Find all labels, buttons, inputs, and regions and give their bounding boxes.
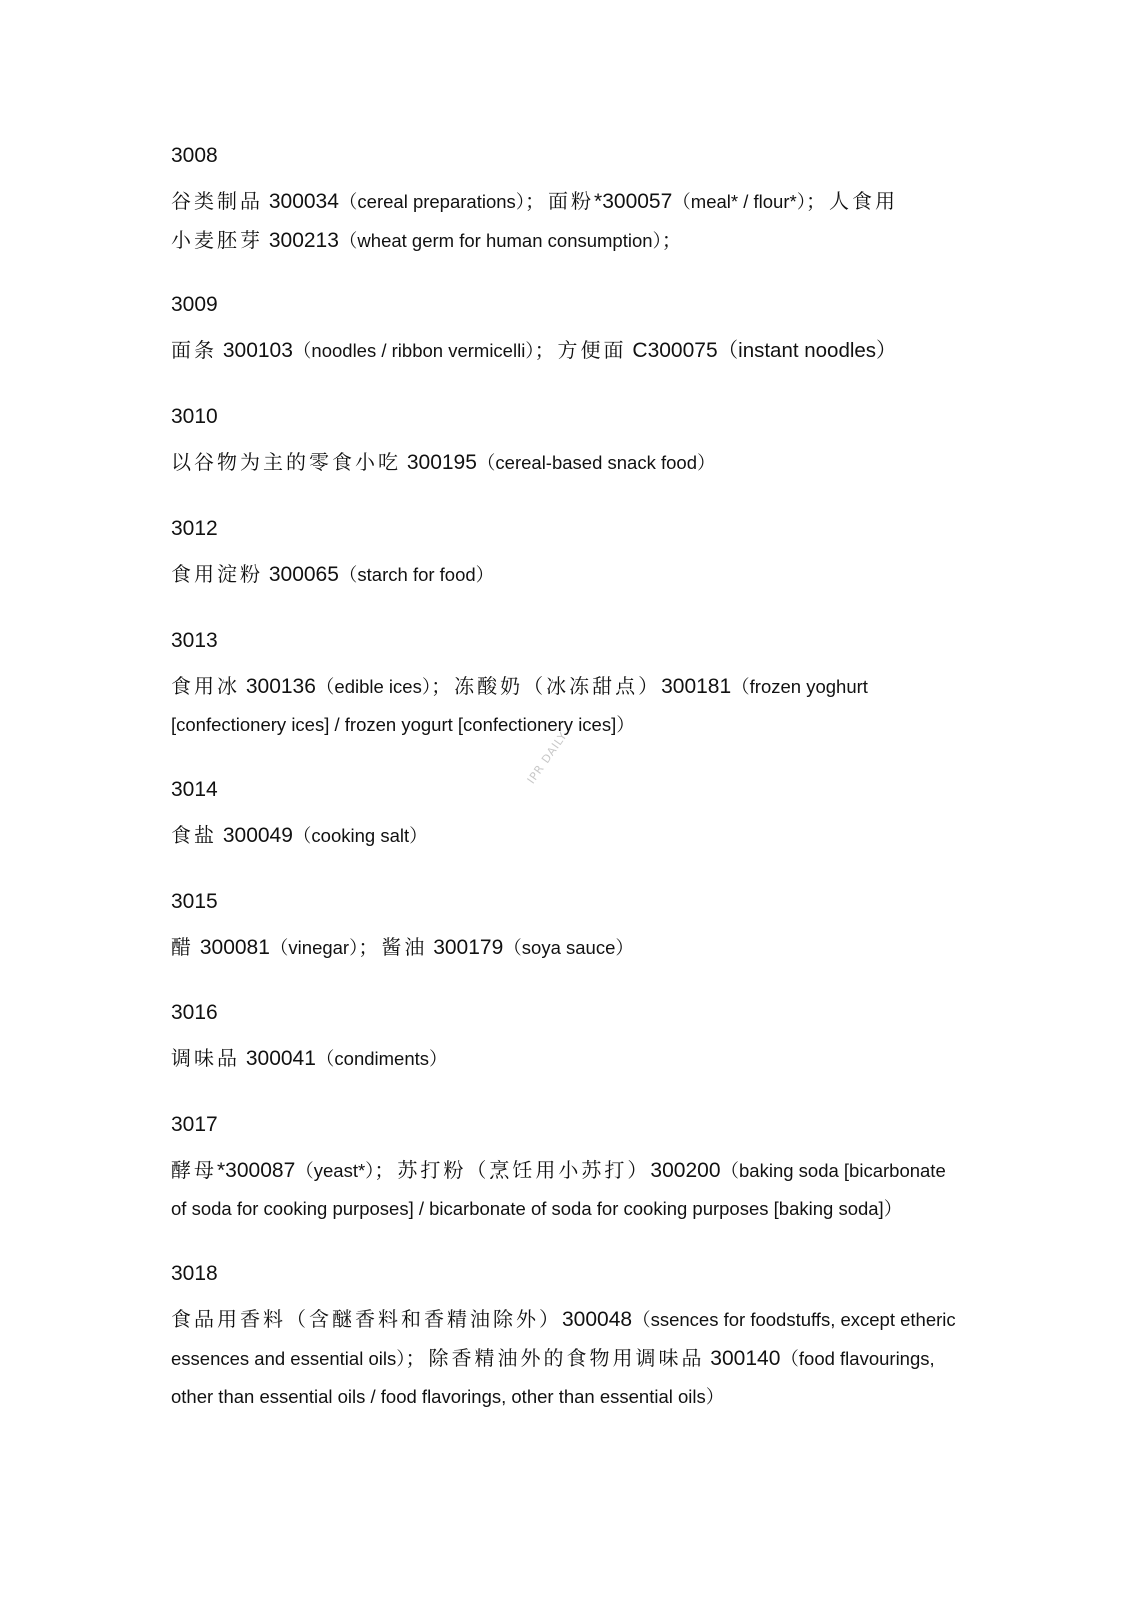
section-3018 <box>171 1262 971 1416</box>
text-line <box>171 1151 971 1190</box>
goods-code: 300200 <box>650 1159 721 1182</box>
goods-name-zh: 醋 <box>171 935 194 959</box>
goods-name-en: （starch for food） <box>338 564 495 585</box>
goods-code: 300213 <box>263 229 339 252</box>
goods-code: *300087 <box>217 1159 296 1182</box>
goods-name-zh: ；冻酸奶（冰冻甜点） <box>431 674 662 698</box>
goods-code: 300195 <box>401 451 477 474</box>
goods-text <box>171 331 971 370</box>
section-3014 <box>171 778 971 855</box>
section-3009 <box>171 293 971 370</box>
text-line <box>171 1300 971 1339</box>
goods-name-zh: ；除香精油外的食物用调味品 <box>405 1346 705 1370</box>
goods-name-en: （edible ices） <box>315 676 432 697</box>
goods-code: *300057 <box>594 190 673 213</box>
text-line <box>171 1190 971 1228</box>
text-line <box>171 331 971 370</box>
class-code: 3017 <box>171 1113 218 1136</box>
class-code: 3015 <box>171 890 218 913</box>
goods-name-zh: 调味品 <box>171 1046 240 1070</box>
goods-name-en: （cereal preparations） <box>338 191 526 212</box>
goods-name-en: （meal* / flour*） <box>672 191 806 212</box>
goods-name-zh: 食品用香料（含醚香料和香精油除外） <box>171 1307 562 1331</box>
class-code: 3013 <box>171 629 218 652</box>
text-line <box>171 1039 971 1078</box>
goods-name-en: （wheat germ for human consumption） <box>338 230 662 251</box>
goods-name-zh: 面条 <box>171 338 217 362</box>
goods-name-en: （cereal-based snack food） <box>476 452 716 473</box>
goods-name-zh: ；方便面 <box>534 338 627 362</box>
goods-name-en: other than essential oils / food flavorings, other than essential oils） <box>171 1386 725 1407</box>
goods-name-zh: 食用冰 <box>171 674 240 698</box>
goods-name-en: essences and essential oils） <box>171 1348 406 1369</box>
section-3013 <box>171 629 971 744</box>
section-3016 <box>171 1001 971 1078</box>
class-code: 3008 <box>171 144 218 167</box>
text-line <box>171 555 971 594</box>
goods-code: 300034 <box>263 190 339 213</box>
goods-name-zh: ；面粉 <box>525 189 595 213</box>
class-code: 3014 <box>171 778 218 801</box>
goods-text <box>171 667 971 744</box>
goods-code: 300103 <box>217 339 293 362</box>
text-line <box>171 221 971 260</box>
goods-name-zh: 食盐 <box>171 823 217 847</box>
goods-name-zh: 谷类制品 <box>171 189 263 213</box>
goods-name-en: [confectionery ices] / frozen yogurt [confectionery ices]） <box>171 714 635 735</box>
goods-name-zh: 酵母 <box>171 1158 217 1182</box>
goods-name-zh: 食用淀粉 <box>171 562 263 586</box>
goods-name-zh: ；酱油 <box>358 935 428 959</box>
goods-name-en: （food flavourings, <box>780 1348 935 1369</box>
goods-code: 300049 <box>217 824 293 847</box>
goods-text <box>171 555 971 594</box>
goods-name-en: （soya sauce） <box>503 937 634 958</box>
goods-text <box>171 182 971 260</box>
text-line <box>171 667 971 706</box>
goods-name-en: （instant noodles） <box>717 339 897 362</box>
text-line <box>171 1378 971 1416</box>
goods-name-en: （condiments） <box>315 1048 448 1069</box>
section-3010 <box>171 405 971 482</box>
class-code: 3018 <box>171 1262 218 1285</box>
text-line <box>171 816 971 855</box>
goods-name-en: （frozen yoghurt <box>731 676 868 697</box>
goods-text <box>171 1151 971 1228</box>
text-line <box>171 706 971 744</box>
section-3017 <box>171 1113 971 1228</box>
text-line <box>171 182 971 221</box>
goods-name-en: （baking soda [bicarbonate <box>720 1160 946 1181</box>
goods-name-en: （ssences for foodstuffs, except etheric <box>632 1309 956 1330</box>
watermark: IPR DAILY <box>524 729 570 787</box>
section-3012 <box>171 517 971 594</box>
goods-name-en: （vinegar） <box>269 937 359 958</box>
goods-text <box>171 928 971 967</box>
text-line <box>171 1339 971 1378</box>
class-code: 3010 <box>171 405 218 428</box>
goods-text <box>171 443 971 482</box>
section-3008 <box>171 144 971 260</box>
class-code: 3012 <box>171 517 218 540</box>
goods-text <box>171 1300 971 1416</box>
goods-code: 300041 <box>240 1047 316 1070</box>
goods-code: 300081 <box>194 936 270 959</box>
goods-text <box>171 1039 971 1078</box>
section-3015 <box>171 890 971 967</box>
class-code: 3016 <box>171 1001 218 1024</box>
goods-code: 300136 <box>240 675 316 698</box>
goods-name-zh: 小麦胚芽 <box>171 228 263 252</box>
goods-name-en: （cooking salt） <box>292 825 428 846</box>
text-line <box>171 443 971 482</box>
goods-name-zh: ； <box>661 228 685 252</box>
goods-name-en: of soda for cooking purposes] / bicarbonate of soda for cooking purposes [baking soda]） <box>171 1198 903 1219</box>
goods-code: 300181 <box>661 675 732 698</box>
class-code: 3009 <box>171 293 218 316</box>
goods-code: 300048 <box>562 1308 633 1331</box>
goods-name-zh: ；苏打粉（烹饪用小苏打） <box>374 1158 651 1182</box>
goods-name-en: （yeast*） <box>295 1160 375 1181</box>
goods-code: 300140 <box>704 1347 781 1370</box>
goods-name-zh: 以谷物为主的零食小吃 <box>171 450 401 474</box>
goods-text <box>171 816 971 855</box>
goods-name-en: （noodles / ribbon vermicelli） <box>292 340 535 361</box>
text-line <box>171 928 971 967</box>
goods-name-zh: ；人食用 <box>805 189 898 213</box>
goods-code: 300065 <box>263 563 339 586</box>
goods-code: C300075 <box>626 339 718 362</box>
goods-code: 300179 <box>427 936 504 959</box>
